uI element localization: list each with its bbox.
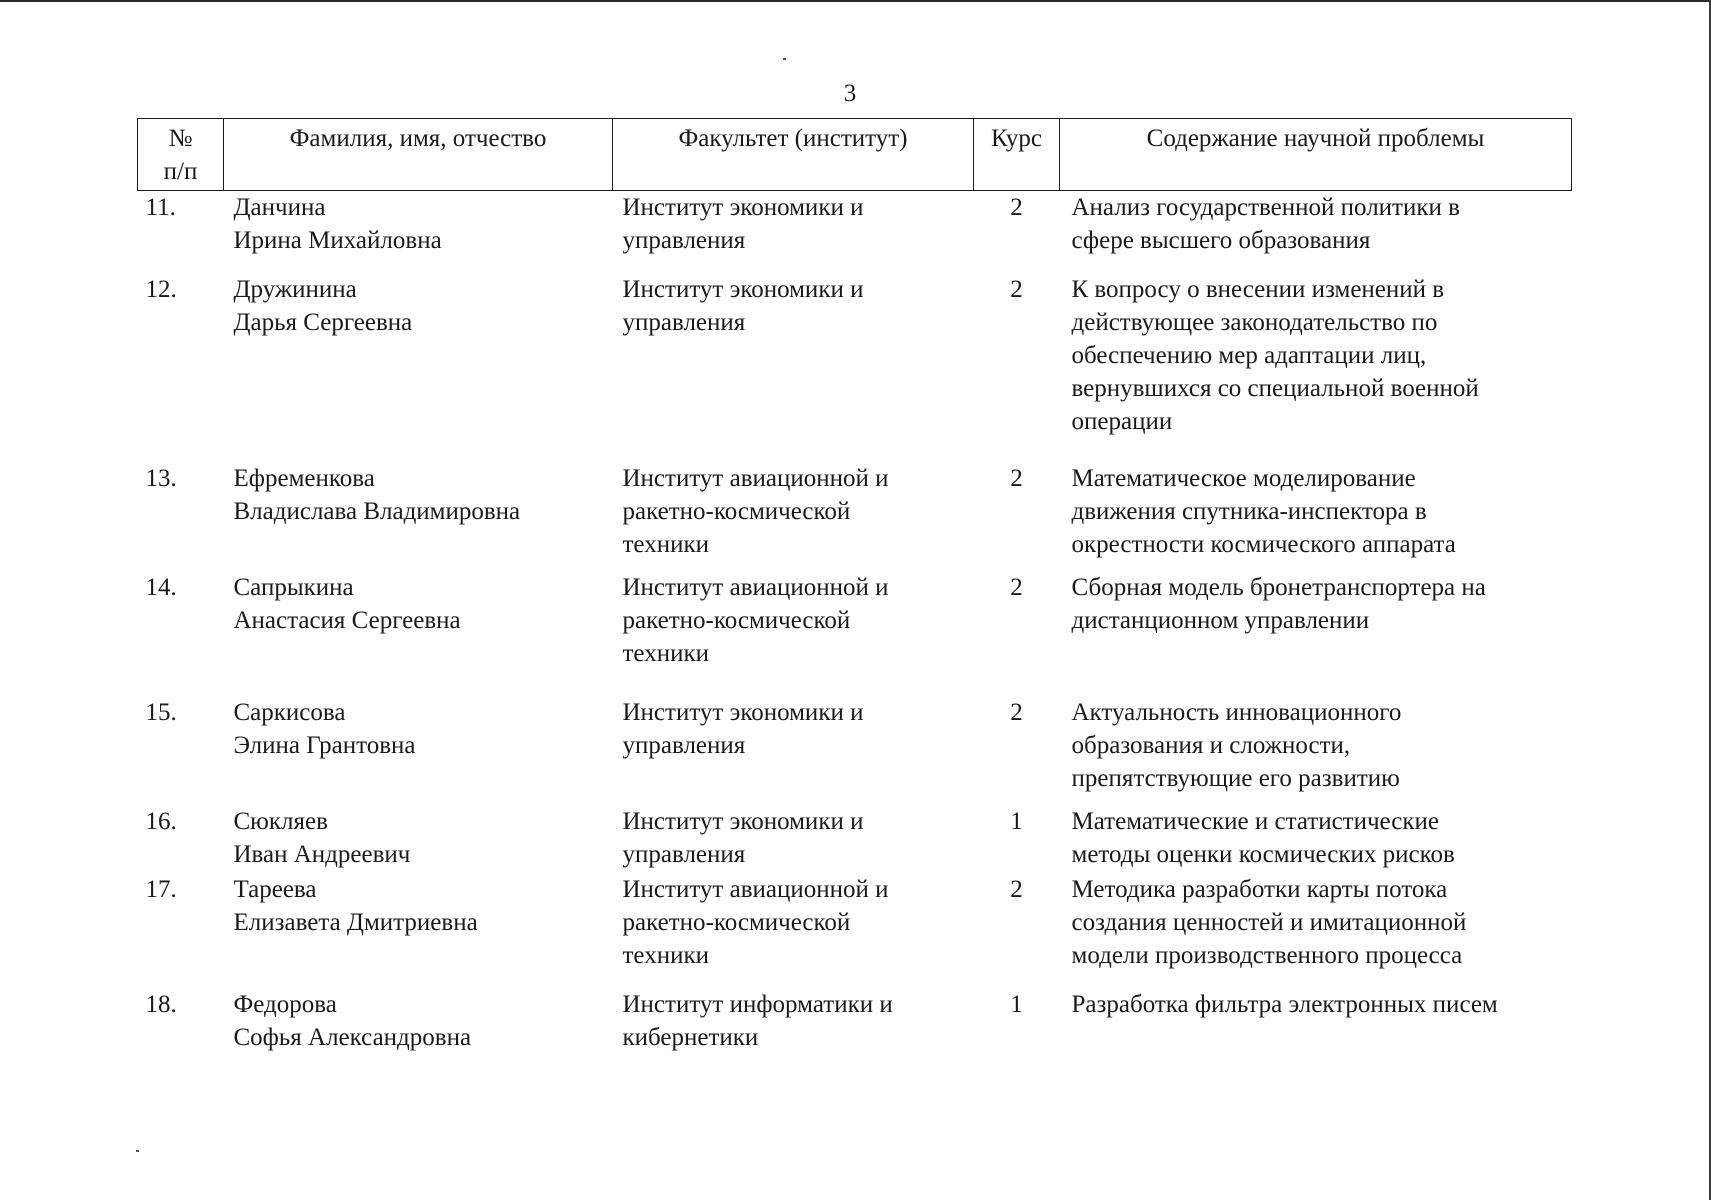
student-course: 2 xyxy=(1010,194,1023,221)
research-problem-line: К вопросу о внесении изменений в xyxy=(1071,276,1445,303)
student-faculty-line: Институт авиационной и xyxy=(622,876,889,903)
research-problem-line: действующее законодательство по xyxy=(1071,309,1438,336)
student-faculty xyxy=(613,680,974,805)
header-number-line: № xyxy=(168,125,193,152)
student-name-line: Федорова xyxy=(233,991,337,1018)
research-problem-line: Актуальность инновационного xyxy=(1071,699,1402,726)
research-problem-line: обеспечению мер адаптации лиц, xyxy=(1071,342,1427,369)
student-faculty-line: ракетно-космической xyxy=(622,909,851,936)
research-problem xyxy=(1060,974,1572,1064)
research-problem-line: вернувшихся со специальной военной xyxy=(1071,375,1479,402)
student-faculty-line: Институт экономики и xyxy=(622,699,864,726)
research-problem-line: Математические и статистические xyxy=(1071,808,1439,835)
research-problem xyxy=(1060,680,1572,805)
row-number: 16. xyxy=(145,808,177,835)
student-faculty-line: ракетно-космической xyxy=(622,498,851,525)
research-problem-line: препятствующие его развитию xyxy=(1071,765,1400,792)
student-name xyxy=(224,265,613,446)
student-name-line: Элина Грантовна xyxy=(233,732,416,759)
table-header xyxy=(138,119,1572,191)
student-course: 2 xyxy=(1010,876,1023,903)
student-name xyxy=(224,873,613,974)
student-name-line: Владислава Владимировна xyxy=(233,498,521,525)
page-number: 3 xyxy=(843,80,857,107)
student-course: 2 xyxy=(1010,574,1023,601)
research-problem-line: дистанционном управлении xyxy=(1071,607,1370,634)
research-problem xyxy=(1060,265,1572,446)
row-number: 11. xyxy=(145,194,176,221)
student-faculty-line: техники xyxy=(622,942,709,969)
research-problem-line: модели производственного процесса xyxy=(1071,942,1463,969)
row-number: 12. xyxy=(145,276,177,303)
student-name-line: Ирина Михайловна xyxy=(233,227,442,254)
row-number: 13. xyxy=(145,465,177,492)
table-row xyxy=(138,446,1572,571)
student-name xyxy=(224,974,613,1064)
research-problem-line: Методика разработки карты потока xyxy=(1071,876,1448,903)
research-problem-line: Анализ государственной политики в xyxy=(1071,194,1460,221)
student-faculty-line: техники xyxy=(622,640,709,667)
student-course: 2 xyxy=(1010,699,1023,726)
table-row xyxy=(138,805,1572,873)
header-faculty: Факультет (институт) xyxy=(613,119,974,191)
student-name xyxy=(224,680,613,805)
student-faculty-line: Институт авиационной и xyxy=(622,465,889,492)
student-course: 2 xyxy=(1010,465,1023,492)
student-name-line: Тареева xyxy=(233,876,317,903)
student-course: 2 xyxy=(1010,276,1023,303)
students-table-container xyxy=(137,118,1571,1064)
header-problem: Содержание научной проблемы xyxy=(1060,119,1572,191)
student-name-line: Ефременкова xyxy=(233,465,375,492)
student-faculty-line: Институт экономики и xyxy=(622,194,864,221)
research-problem xyxy=(1060,446,1572,571)
student-name-line: Саркисова xyxy=(233,699,346,726)
student-faculty-line: Институт информатики и xyxy=(622,991,893,1018)
header-row xyxy=(138,119,1572,191)
students-table xyxy=(137,118,1572,1064)
scan-speck xyxy=(136,1150,139,1152)
student-name xyxy=(224,571,613,680)
student-faculty-line: Институт авиационной и xyxy=(622,574,889,601)
scan-speck xyxy=(783,58,786,60)
row-number: 14. xyxy=(145,574,177,601)
student-faculty xyxy=(613,805,974,873)
table-body xyxy=(138,191,1572,1065)
student-name-line: Дарья Сергеевна xyxy=(233,309,413,336)
table-row xyxy=(138,873,1572,974)
student-course: 1 xyxy=(1010,808,1023,835)
student-faculty-line: управления xyxy=(622,227,746,254)
row-number: 15. xyxy=(145,699,177,726)
student-name xyxy=(224,805,613,873)
header-number xyxy=(138,119,224,191)
student-faculty-line: Институт экономики и xyxy=(622,276,864,303)
student-faculty xyxy=(613,191,974,266)
student-faculty-line: управления xyxy=(622,309,746,336)
student-faculty-line: техники xyxy=(622,531,709,558)
student-name-line: Иван Андреевич xyxy=(233,841,411,868)
student-faculty-line: ракетно-космической xyxy=(622,607,851,634)
student-name-line: Дружинина xyxy=(233,276,357,303)
student-name-line: Софья Александровна xyxy=(233,1024,472,1051)
research-problem-line: сфере высшего образования xyxy=(1071,227,1371,254)
student-faculty-line: Институт экономики и xyxy=(622,808,864,835)
research-problem-line: операции xyxy=(1071,408,1173,435)
student-faculty-line: управления xyxy=(622,732,746,759)
row-number: 18. xyxy=(145,991,177,1018)
research-problem-line: методы оценки космических рисков xyxy=(1071,841,1455,868)
student-faculty xyxy=(613,265,974,446)
student-faculty xyxy=(613,446,974,571)
student-name-line: Елизавета Дмитриевна xyxy=(233,909,478,936)
student-faculty-line: управления xyxy=(622,841,746,868)
research-problem xyxy=(1060,571,1572,680)
research-problem-line: образования и сложности, xyxy=(1071,732,1351,759)
student-name-line: Сапрыкина xyxy=(233,574,354,601)
header-name: Фамилия, имя, отчество xyxy=(224,119,613,191)
student-faculty xyxy=(613,571,974,680)
student-faculty xyxy=(613,873,974,974)
header-course: Курс xyxy=(974,119,1060,191)
student-name-line: Данчина xyxy=(233,194,326,221)
research-problem-line: Сборная модель бронетранспортера на xyxy=(1071,574,1486,601)
table-row xyxy=(138,191,1572,266)
research-problem-line: Математическое моделирование xyxy=(1071,465,1416,492)
research-problem xyxy=(1060,873,1572,974)
research-problem-line: окрестности космического аппарата xyxy=(1071,531,1456,558)
student-faculty-line: кибернетики xyxy=(622,1024,759,1051)
header-number-line: п/п xyxy=(163,158,198,185)
table-row xyxy=(138,571,1572,680)
student-course: 1 xyxy=(1010,991,1023,1018)
student-name-line: Анастасия Сергеевна xyxy=(233,607,461,634)
research-problem-line: Разработка фильтра электронных писем xyxy=(1071,991,1498,1018)
row-number: 17. xyxy=(145,876,177,903)
student-name-line: Сюкляев xyxy=(233,808,328,835)
research-problem xyxy=(1060,191,1572,266)
table-row xyxy=(138,265,1572,446)
scan-edge-top xyxy=(0,0,1711,2)
student-name xyxy=(224,191,613,266)
student-faculty xyxy=(613,974,974,1064)
table-row xyxy=(138,974,1572,1064)
research-problem-line: создания ценностей и имитационной xyxy=(1071,909,1467,936)
research-problem xyxy=(1060,805,1572,873)
research-problem-line: движения спутника-инспектора в xyxy=(1071,498,1427,525)
table-row xyxy=(138,680,1572,805)
student-name xyxy=(224,446,613,571)
